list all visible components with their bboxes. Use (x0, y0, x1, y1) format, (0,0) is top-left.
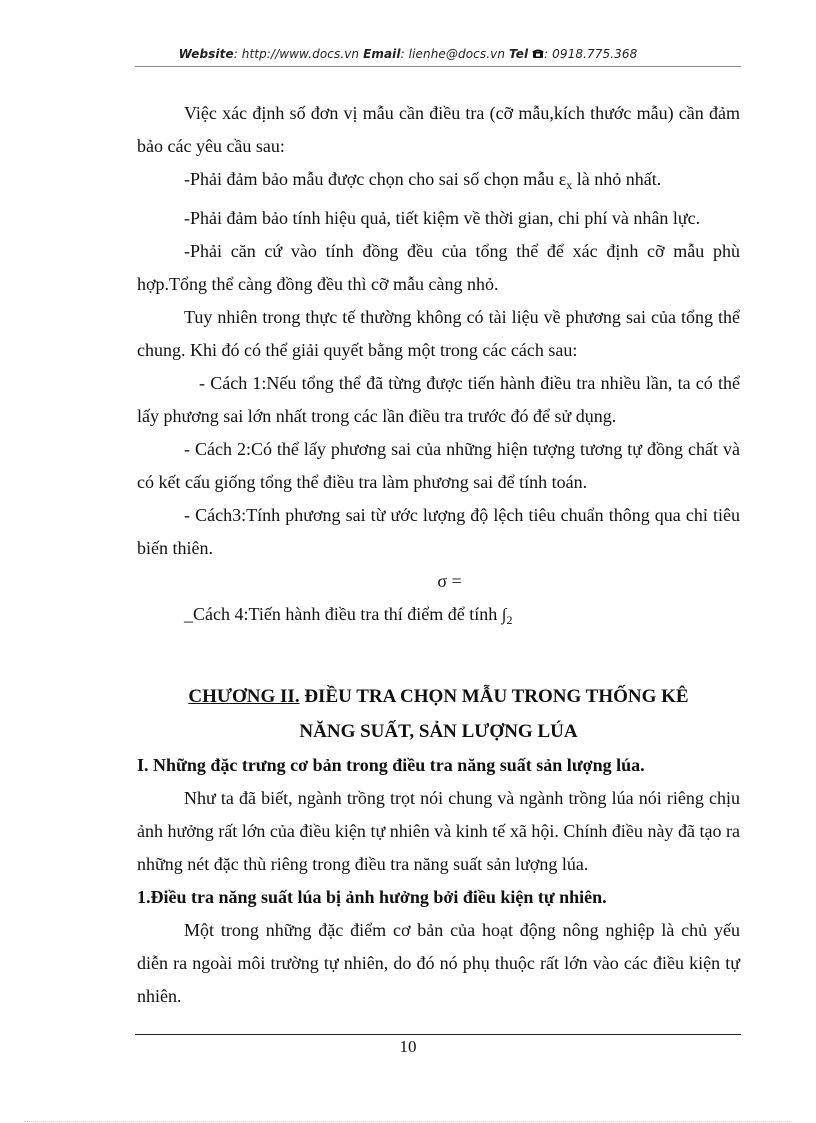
sigma-formula: σ = (437, 571, 462, 591)
paragraph-section-intro: Như ta đã biết, ngành trồng trọt nói chung và ngành trồng lúa nói riêng chịu ảnh hưởng rất lớn của điều kiện tự nhiên và kinh tế xã hội. Chính điều này đã tạo ra những nét đặc thù riêng trong điều tra năng suất sản lượng lúa. (137, 788, 740, 874)
page-header (0, 47, 816, 61)
paragraph-natural-conditions: Một trong những đặc điểm cơ bản của hoạt động nông nghiệp là chủ yếu diễn ra ngoài môi trường tự nhiên, do đó nó phụ thuộc rất lớn vào các điều kiện tự nhiên. (137, 920, 740, 1006)
tel-value: : 0918.775.368 (544, 47, 638, 61)
epsilon-symbol: ε (558, 169, 567, 189)
header-divider (135, 66, 741, 67)
paragraph-sample-size: Việc xác định số đơn vị mẫu cần điều tra (cỡ mẫu,kích thước mẫu) cần đảm bảo các yêu cầu sau: (137, 103, 740, 156)
paragraph-method-2: - Cách 2:Có thể lấy phương sai của những hiện tượng tương tự đồng chất và có kết cấu giống tổng thể điều tra làm phương sai để tính toán. (137, 439, 740, 492)
chapter-label: CHƯƠNG II. (188, 686, 300, 707)
email-label: Email (363, 47, 401, 61)
paragraph-variance-intro: Tuy nhiên trong thực tế thường không có tài liệu về phương sai của tổng thể chung. Khi đó có thể giải quyết bằng một trong các cách sau: (137, 307, 740, 360)
paragraph-requirement-3: -Phải căn cứ vào tính đồng đều của tổng thể để xác định cỡ mẫu phù hợp.Tổng thể càng đồng đều thì cỡ mẫu càng nhỏ. (137, 241, 740, 294)
paragraph-method-3: - Cách3:Tính phương sai từ ước lượng độ lệch tiêu chuẩn thông qua chỉ tiêu biến thiên. (137, 505, 740, 558)
phone-icon (532, 48, 544, 59)
page-bottom-border (24, 1121, 792, 1122)
section-heading: I. Những đặc trưng cơ bản trong điều tra năng suất sản lượng lúa. (137, 755, 645, 775)
chapter-title (137, 679, 740, 749)
paragraph-requirement-1 (137, 163, 740, 202)
chapter-title-line1: ĐIỀU TRA CHỌN MẪU TRONG THỐNG KÊ (299, 686, 689, 707)
tel-label: Tel (508, 47, 529, 61)
footer-divider (135, 1034, 741, 1035)
paragraph-method-4 (137, 598, 740, 637)
email-value: : lienhe@docs.vn (400, 47, 506, 61)
paragraph-method-1: - Cách 1:Nếu tổng thể đã từng được tiến hành điều tra nhiều lần, ta có thể lấy phương sai lớn nhất trong các lần điều tra trước đó để sử dụng. (137, 373, 740, 426)
integral-symbol: ∫ (501, 605, 507, 624)
requirement-1-text-a: -Phải đảm bảo mẫu được chọn cho sai số chọn mẫu (184, 169, 559, 189)
paragraph-requirement-2: -Phải đảm bảo tính hiệu quả, tiết kiệm về thời gian, chi phí và nhân lực. (184, 208, 701, 228)
requirement-1-text-b: là nhỏ nhất. (572, 169, 662, 189)
method-4-text: _Cách 4:Tiến hành điều tra thí điểm để tính (184, 604, 502, 624)
website-value: : http://www.docs.vn (233, 47, 360, 61)
page-number: 10 (399, 1037, 417, 1056)
page-body (137, 97, 740, 1013)
chapter-title-line2: NĂNG SUẤT, SẢN LƯỢNG LÚA (299, 721, 578, 742)
subsection-heading: 1.Điều tra năng suất lúa bị ảnh hưởng bởi điều kiện tự nhiên. (137, 887, 607, 907)
integral-subscript: 2 (506, 613, 513, 627)
epsilon-subscript: x (566, 178, 573, 192)
website-label: Website (178, 47, 234, 61)
